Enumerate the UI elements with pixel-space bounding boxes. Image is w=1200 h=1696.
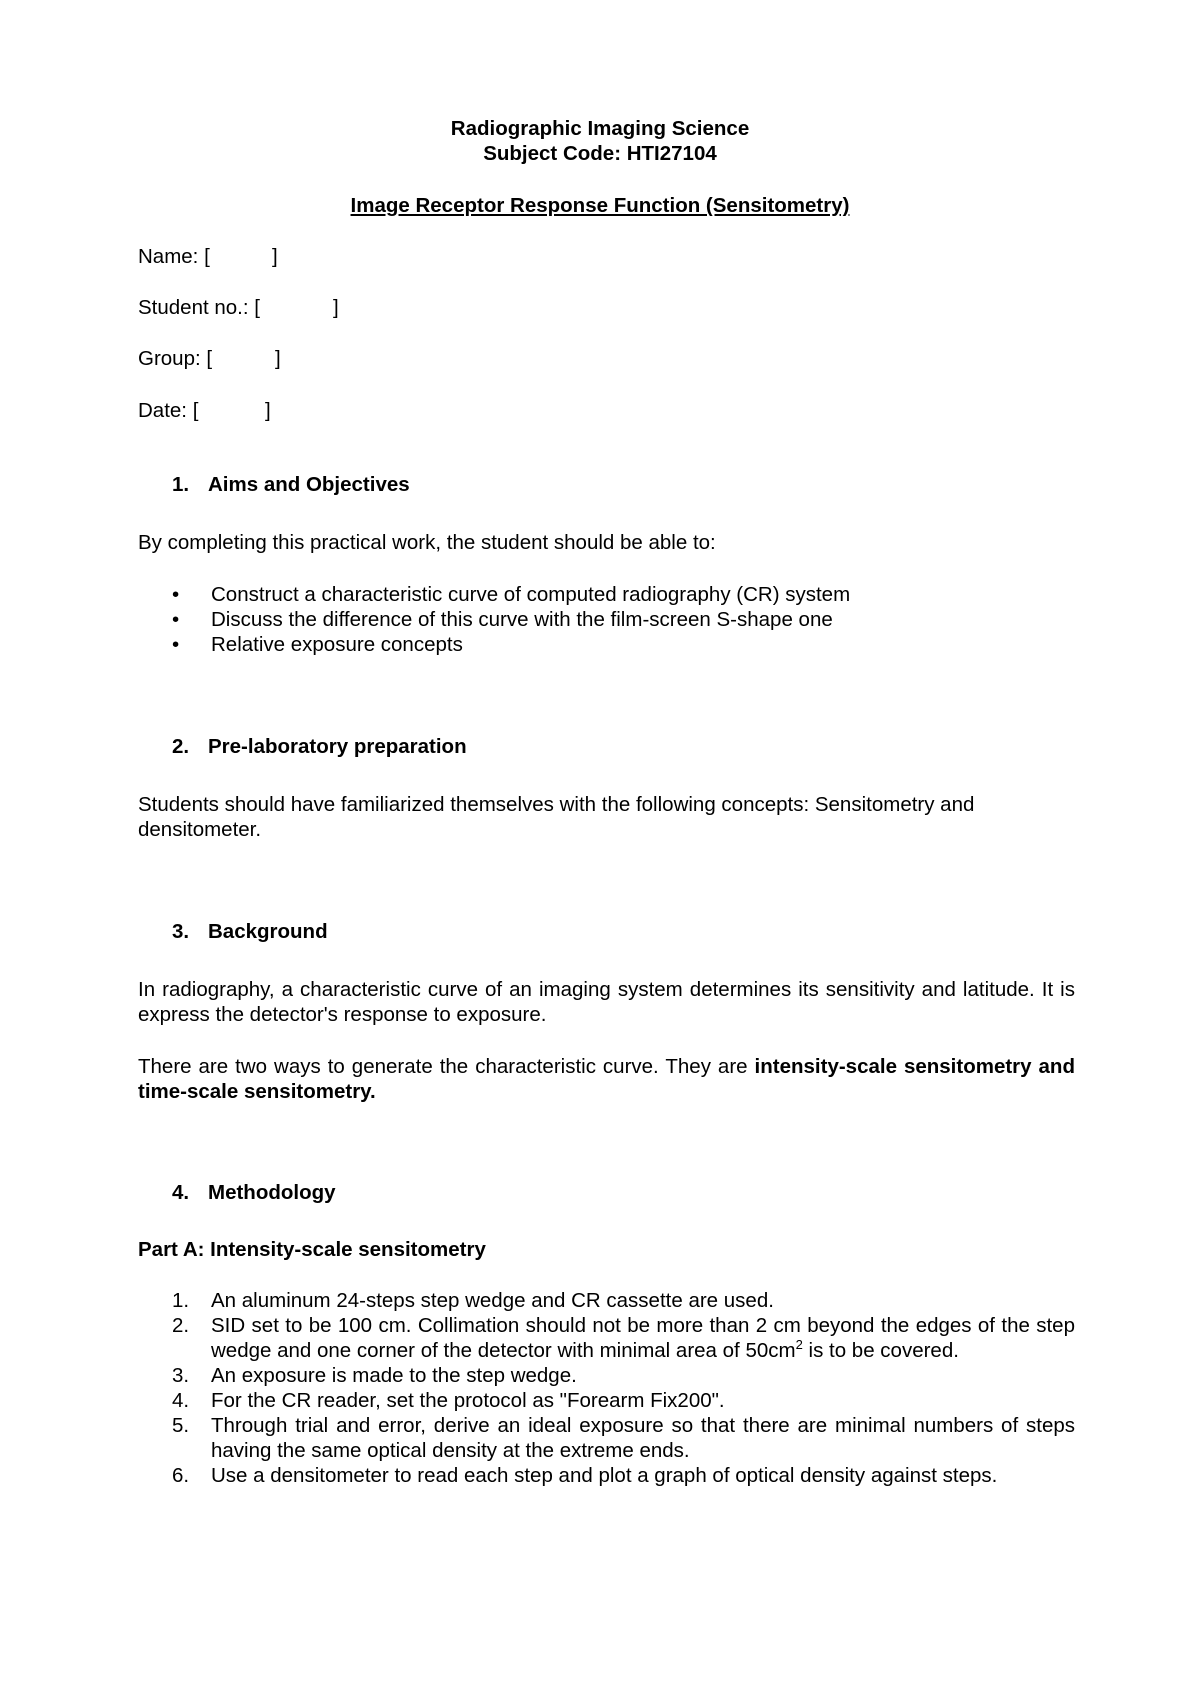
step-number: 3. — [172, 1364, 190, 1387]
background-paragraph-2 — [138, 1054, 1075, 1104]
group-field — [138, 346, 281, 371]
list-item — [138, 1288, 1075, 1313]
step-text: An aluminum 24-steps step wedge and CR cassette are used. — [211, 1289, 774, 1312]
student-no-close-bracket: ] — [333, 296, 339, 319]
list-item — [138, 607, 1078, 632]
bullet-icon: • — [172, 633, 180, 656]
section-1-number: 1. — [172, 473, 190, 496]
aims-list — [138, 582, 1078, 657]
section-2-title: Pre-laboratory preparation — [208, 735, 467, 758]
group-close-bracket: ] — [275, 347, 281, 370]
student-no-field — [138, 295, 339, 320]
section-3-heading — [172, 919, 328, 944]
date-close-bracket: ] — [265, 399, 271, 422]
step-text: An exposure is made to the step wedge. — [211, 1364, 577, 1387]
step-number: 4. — [172, 1389, 190, 1412]
section-1-intro: By completing this practical work, the student should be able to: — [138, 531, 716, 554]
date-field — [138, 398, 271, 423]
background-paragraph-1: In radiography, a characteristic curve of an imaging system determines its sensitivity and latitude. It is express the detector's response to exposure. — [138, 978, 1075, 1026]
list-item — [138, 1363, 1075, 1388]
section-2-heading — [172, 734, 467, 759]
list-item-text: Discuss the difference of this curve with the film-screen S-shape one — [211, 608, 833, 631]
step-text: For the CR reader, set the protocol as "Forearm Fix200". — [211, 1389, 725, 1412]
name-label: Name: [ — [138, 245, 210, 268]
list-item — [138, 1313, 1075, 1363]
practical-title-text: Image Receptor Response Function (Sensitometry) — [350, 194, 850, 217]
section-1-heading — [172, 472, 410, 497]
practical-title — [0, 193, 1200, 218]
step-text: SID set to be 100 cm. Collimation should not be more than 2 cm beyond the edges of the step wedge and one corner of the detector with minimal area of 50cm — [211, 1314, 1075, 1362]
step-number: 5. — [172, 1414, 190, 1437]
name-field — [138, 244, 278, 269]
section-3-title: Background — [208, 920, 328, 943]
course-title: Radiographic Imaging Science — [450, 117, 750, 140]
section-4-number: 4. — [172, 1181, 190, 1204]
section-3-number: 3. — [172, 920, 190, 943]
list-item-text: Relative exposure concepts — [211, 633, 463, 656]
list-item-text: Construct a characteristic curve of computed radiography (CR) system — [211, 583, 851, 606]
list-item — [138, 1463, 1075, 1488]
paragraph-2-bold-text: intensity-scale sensitometry and time-scale sensitometry. — [138, 1055, 1075, 1103]
bullet-icon: • — [172, 583, 180, 606]
student-no-label: Student no.: [ — [138, 296, 260, 319]
section-1-title: Aims and Objectives — [208, 473, 410, 496]
section-4-title: Methodology — [208, 1181, 336, 1204]
step-text-continued: is to be covered. — [802, 1339, 959, 1362]
date-label: Date: [ — [138, 399, 199, 422]
step-number: 6. — [172, 1464, 190, 1487]
methodology-steps — [138, 1288, 1075, 1488]
step-number: 1. — [172, 1289, 190, 1312]
list-item — [138, 1413, 1075, 1463]
subject-code: Subject Code: HTI27104 — [483, 142, 717, 165]
section-2-number: 2. — [172, 735, 190, 758]
section-4-heading — [172, 1180, 336, 1205]
step-text: Use a densitometer to read each step and plot a graph of optical density against steps. — [211, 1464, 998, 1487]
list-item — [138, 632, 1078, 657]
bullet-icon: • — [172, 608, 180, 631]
paragraph-2-text: There are two ways to generate the characteristic curve. They are — [138, 1055, 755, 1078]
name-close-bracket: ] — [272, 245, 278, 268]
list-item — [138, 1388, 1075, 1413]
part-a-title: Part A: Intensity-scale sensitometry — [138, 1238, 486, 1261]
superscript: 2 — [795, 1337, 803, 1353]
section-2-text: Students should have familiarized themselves with the following concepts: Sensitometry and densitometer. — [138, 793, 975, 841]
group-label: Group: [ — [138, 347, 213, 370]
step-text: Through trial and error, derive an ideal exposure so that there are minimal numbers of steps having the same optical density at the extreme ends. — [211, 1414, 1075, 1462]
list-item — [138, 582, 1078, 607]
step-number: 2. — [172, 1314, 190, 1337]
